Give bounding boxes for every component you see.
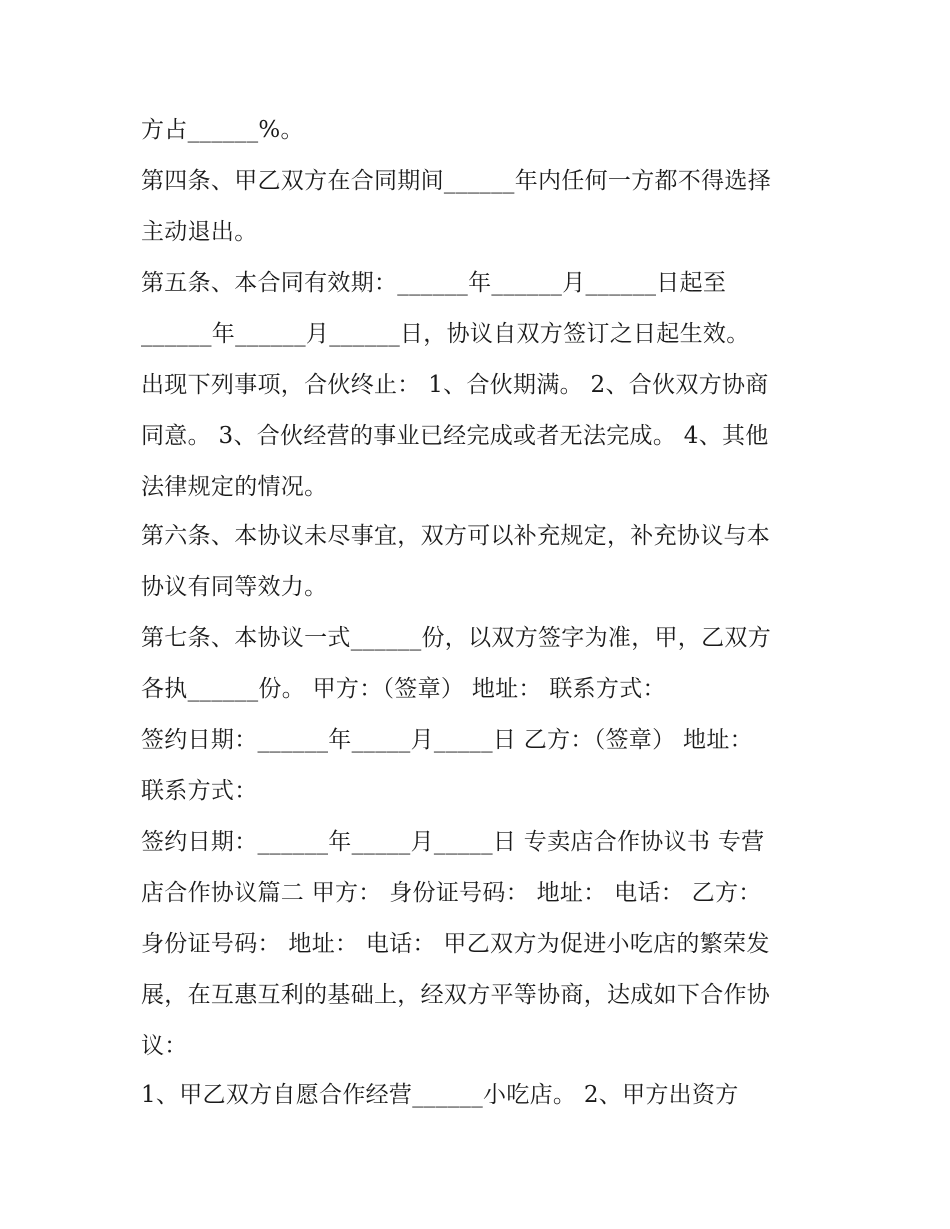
text-line: ______年______月______日，协议自双方签订之日起生效。 <box>141 321 750 347</box>
text-line: 各执______份。 甲方：（签章） 地址： 联系方式： <box>141 676 666 702</box>
text-line: 店合作协议篇二 甲方： 身份证号码： 地址： 电话： 乙方： <box>141 880 762 906</box>
text-line: 方占______%。 <box>141 117 304 143</box>
text-line: 主动退出。 <box>141 219 258 245</box>
text-line: 展，在互惠互利的基础上，经双方平等协商，达成如下合作协 <box>141 982 771 1008</box>
text-line: 第七条、本协议一式______份，以双方签字为准，甲，乙双方 <box>141 625 771 651</box>
text-line: 第四条、甲乙双方在合同期间______年内任何一方都不得选择 <box>141 168 771 194</box>
text-line: 第五条、本合同有效期：______年______月______日起至 <box>141 270 727 296</box>
text-line: 出现下列事项，合伙终止： 1、合伙期满。 2、合伙双方协商 <box>141 372 769 398</box>
text-line: 联系方式： <box>141 778 258 804</box>
text-line: 议： <box>141 1033 188 1059</box>
text-line: 协议有同等效力。 <box>141 574 328 600</box>
text-line: 签约日期：______年_____月_____日 专卖店合作协议书 专营 <box>141 829 765 855</box>
text-line: 身份证号码： 地址： 电话： 甲乙双方为促进小吃店的繁荣发 <box>141 931 770 957</box>
text-line: 签约日期：______年_____月_____日 乙方：（签章） 地址： <box>141 727 753 753</box>
text-line: 法律规定的情况。 <box>141 474 328 500</box>
text-line: 第六条、本协议未尽事宜，双方可以补充规定，补充协议与本 <box>141 523 771 549</box>
text-line: 1、甲乙双方自愿合作经营______小吃店。 2、甲方出资方 <box>141 1082 739 1108</box>
text-line: 同意。 3、合伙经营的事业已经完成或者无法完成。 4、其他 <box>141 423 769 449</box>
